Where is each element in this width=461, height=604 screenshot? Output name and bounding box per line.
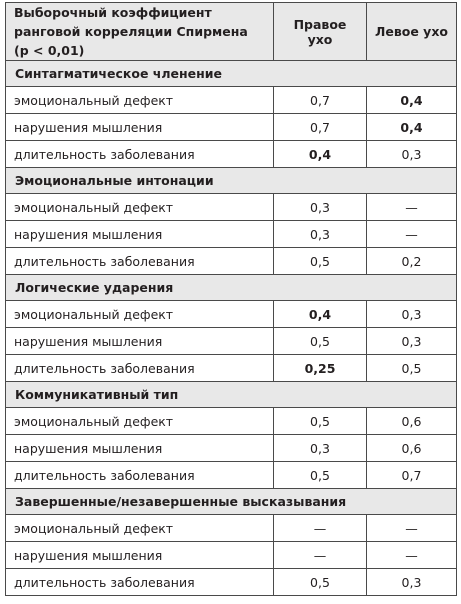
row-label: нарушения мышления (6, 328, 274, 355)
table-row (6, 301, 457, 328)
table-row (6, 515, 457, 542)
row-label: нарушения мышления (6, 114, 274, 141)
table-row (6, 87, 457, 114)
left-ear-value: — (367, 515, 457, 542)
section-title: Эмоциональные интонации (6, 168, 457, 194)
row-label: длительность заболевания (6, 248, 274, 275)
right-ear-value: 0,5 (274, 408, 367, 435)
row-label: эмоциональный дефект (6, 87, 274, 114)
row-label: длительность заболевания (6, 141, 274, 168)
right-ear-value: — (274, 542, 367, 569)
table-row (6, 569, 457, 596)
header-left-ear: Левое ухо (367, 3, 457, 61)
section-header-row (6, 61, 457, 87)
table-row (6, 542, 457, 569)
row-label: нарушения мышления (6, 435, 274, 462)
left-ear-value: 0,6 (367, 435, 457, 462)
table-row (6, 328, 457, 355)
section-header-row (6, 382, 457, 408)
section-title: Завершенные/незавершенные высказывания (6, 489, 457, 515)
table-row (6, 114, 457, 141)
row-label: эмоциональный дефект (6, 194, 274, 221)
section-title: Логические ударения (6, 275, 457, 301)
section-title: Коммуникативный тип (6, 382, 457, 408)
left-ear-value: 0,4 (367, 114, 457, 141)
right-ear-value: 0,3 (274, 221, 367, 248)
right-ear-value: 0,4 (274, 141, 367, 168)
table-row (6, 462, 457, 489)
right-ear-value: 0,7 (274, 114, 367, 141)
table-header-row (6, 3, 457, 61)
table-row (6, 194, 457, 221)
section-header-row (6, 168, 457, 194)
left-ear-value: 0,3 (367, 569, 457, 596)
right-ear-value: 0,5 (274, 328, 367, 355)
left-ear-value: — (367, 194, 457, 221)
left-ear-value: 0,3 (367, 301, 457, 328)
row-label: длительность заболевания (6, 355, 274, 382)
header-right-ear: Правое ухо (274, 3, 367, 61)
left-ear-value: 0,3 (367, 328, 457, 355)
correlation-table-container (5, 2, 456, 596)
header-coefficient: Выборочный коэффициент ранговой корреляции Спирмена (p < 0,01) (6, 3, 274, 61)
left-ear-value: 0,2 (367, 248, 457, 275)
right-ear-value: 0,5 (274, 569, 367, 596)
table-row (6, 408, 457, 435)
table-row (6, 355, 457, 382)
right-ear-value: 0,3 (274, 435, 367, 462)
row-label: эмоциональный дефект (6, 301, 274, 328)
left-ear-value: 0,3 (367, 141, 457, 168)
table-row (6, 221, 457, 248)
section-header-row (6, 275, 457, 301)
row-label: эмоциональный дефект (6, 408, 274, 435)
table-row (6, 435, 457, 462)
row-label: длительность заболевания (6, 462, 274, 489)
left-ear-value: 0,6 (367, 408, 457, 435)
right-ear-value: 0,3 (274, 194, 367, 221)
row-label: нарушения мышления (6, 221, 274, 248)
right-ear-value: — (274, 515, 367, 542)
left-ear-value: — (367, 542, 457, 569)
right-ear-value: 0,25 (274, 355, 367, 382)
right-ear-value: 0,7 (274, 87, 367, 114)
left-ear-value: 0,5 (367, 355, 457, 382)
left-ear-value: 0,7 (367, 462, 457, 489)
table-row (6, 248, 457, 275)
right-ear-value: 0,5 (274, 248, 367, 275)
left-ear-value: 0,4 (367, 87, 457, 114)
row-label: нарушения мышления (6, 542, 274, 569)
spearman-correlation-table (5, 2, 457, 596)
row-label: длительность заболевания (6, 569, 274, 596)
right-ear-value: 0,5 (274, 462, 367, 489)
right-ear-value: 0,4 (274, 301, 367, 328)
section-title: Синтагматическое членение (6, 61, 457, 87)
left-ear-value: — (367, 221, 457, 248)
table-row (6, 141, 457, 168)
row-label: эмоциональный дефект (6, 515, 274, 542)
table-body (6, 61, 457, 596)
section-header-row (6, 489, 457, 515)
